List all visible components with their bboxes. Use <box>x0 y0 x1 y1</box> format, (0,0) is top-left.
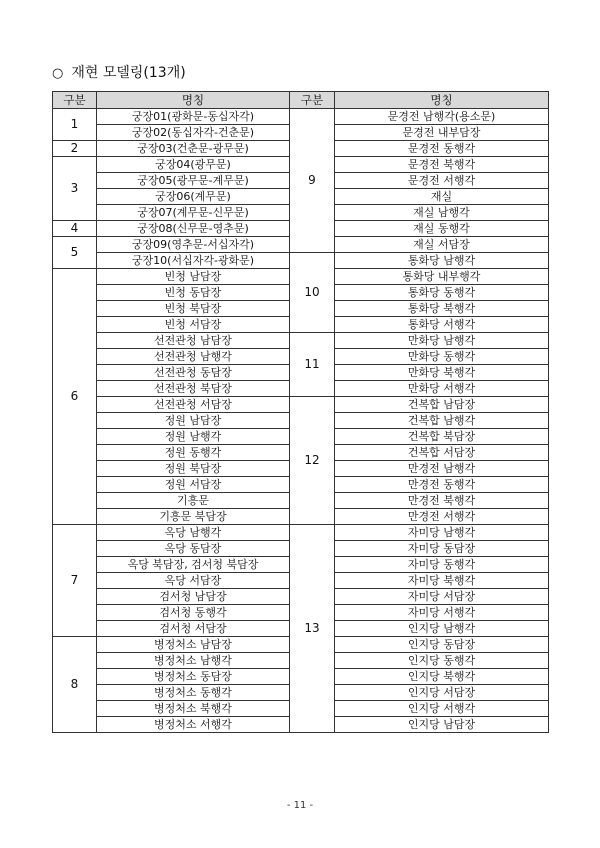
left-item-name: 검서청 남담장 <box>97 589 290 605</box>
left-item-name: 병정처소 북행각 <box>97 701 290 717</box>
left-group-label: 1 <box>53 109 97 141</box>
left-item-name: 검서청 서담장 <box>97 621 290 637</box>
right-item-name: 문경전 동행각 <box>335 141 549 157</box>
left-item-name: 병정처소 동행각 <box>97 685 290 701</box>
right-item-name: 인지당 북행각 <box>335 669 549 685</box>
left-item-name: 궁장08(신무문-영추문) <box>97 221 290 237</box>
right-item-name: 인지당 서담장 <box>335 685 549 701</box>
page-number: - 11 - <box>286 800 314 811</box>
right-item-name: 통화당 동행각 <box>335 285 549 301</box>
left-group-label: 2 <box>53 141 97 157</box>
left-item-name: 병정처소 남담장 <box>97 637 290 653</box>
left-group-label: 8 <box>53 637 97 733</box>
left-item-name: 선전관청 서담장 <box>97 397 290 413</box>
right-item-name: 문경전 북행각 <box>335 157 549 173</box>
right-item-name: 인지당 동행각 <box>335 653 549 669</box>
left-group-label: 6 <box>53 269 97 525</box>
right-item-name: 재실 남행각 <box>335 205 549 221</box>
right-item-name: 만화당 동행각 <box>335 349 549 365</box>
right-item-name: 문경전 남행각(용소문) <box>335 109 549 125</box>
right-item-name: 건복합 북담장 <box>335 429 549 445</box>
left-group-label: 5 <box>53 237 97 269</box>
left-item-name: 궁장05(광무문-계무문) <box>97 173 290 189</box>
left-item-name: 병정처소 동담장 <box>97 669 290 685</box>
left-item-name: 빈청 북담장 <box>97 301 290 317</box>
left-item-name: 옥당 북담장, 검서청 북담장 <box>97 557 290 573</box>
right-item-name: 문경전 내부담장 <box>335 125 549 141</box>
left-item-name: 정원 북담장 <box>97 461 290 477</box>
bullet-circle-icon: ○ <box>52 66 64 81</box>
section-title <box>52 62 186 82</box>
left-item-name: 빈청 서담장 <box>97 317 290 333</box>
left-group-label: 4 <box>53 221 97 237</box>
right-item-name: 만경전 남행각 <box>335 461 549 477</box>
right-item-name: 통화당 남행각 <box>335 253 549 269</box>
left-item-name: 옥당 남행각 <box>97 525 290 541</box>
right-group-label: 11 <box>290 333 335 397</box>
left-group-label: 7 <box>53 525 97 637</box>
right-item-name: 인지당 서행각 <box>335 701 549 717</box>
right-item-name: 건복합 남담장 <box>335 397 549 413</box>
left-item-name: 기흥문 <box>97 493 290 509</box>
right-item-name: 만경전 서행각 <box>335 509 549 525</box>
right-item-name: 만경전 북행각 <box>335 493 549 509</box>
right-item-name: 건복합 서담장 <box>335 445 549 461</box>
left-item-name: 궁장01(광화문-동십자각) <box>97 109 290 125</box>
table-header-row <box>53 92 549 109</box>
right-item-name: 재실 동행각 <box>335 221 549 237</box>
left-item-name: 기흥문 북담장 <box>97 509 290 525</box>
right-item-name: 만경전 동행각 <box>335 477 549 493</box>
table-row <box>53 253 549 269</box>
right-item-name: 자미당 서행각 <box>335 605 549 621</box>
right-group-label: 9 <box>290 109 335 253</box>
right-group-label: 12 <box>290 397 335 525</box>
left-group-label: 3 <box>53 157 97 221</box>
left-item-name: 병정처소 남행각 <box>97 653 290 669</box>
right-item-name: 만화당 남행각 <box>335 333 549 349</box>
header-name-right: 명칭 <box>335 92 549 109</box>
left-item-name: 선전관청 남행각 <box>97 349 290 365</box>
right-item-name: 인지당 남행각 <box>335 621 549 637</box>
right-item-name: 통화당 내부행각 <box>335 269 549 285</box>
left-item-name: 궁장02(동십자각-건춘문) <box>97 125 290 141</box>
right-group-label: 10 <box>290 253 335 333</box>
left-item-name: 궁장06(계무문) <box>97 189 290 205</box>
header-name-left: 명칭 <box>97 92 290 109</box>
left-item-name: 빈청 남담장 <box>97 269 290 285</box>
left-item-name: 정원 남담장 <box>97 413 290 429</box>
left-item-name: 정원 동행각 <box>97 445 290 461</box>
right-item-name: 통화당 북행각 <box>335 301 549 317</box>
left-item-name: 궁장03(건춘문-광무문) <box>97 141 290 157</box>
right-item-name: 자미당 서담장 <box>335 589 549 605</box>
right-group-label: 13 <box>290 525 335 733</box>
left-item-name: 궁장07(계무문-신무문) <box>97 205 290 221</box>
right-item-name: 자미당 동담장 <box>335 541 549 557</box>
right-item-name: 자미당 북행각 <box>335 573 549 589</box>
header-category-right: 구분 <box>290 92 335 109</box>
right-item-name: 인지당 남담장 <box>335 717 549 733</box>
header-category-left: 구분 <box>53 92 97 109</box>
right-item-name: 자미당 남행각 <box>335 525 549 541</box>
left-item-name: 검서청 동행각 <box>97 605 290 621</box>
table-row <box>53 525 549 541</box>
table-row <box>53 397 549 413</box>
modeling-table <box>52 91 549 733</box>
left-item-name: 궁장04(광무문) <box>97 157 290 173</box>
left-item-name: 선전관청 동담장 <box>97 365 290 381</box>
left-item-name: 선전관청 북담장 <box>97 381 290 397</box>
right-item-name: 문경전 서행각 <box>335 173 549 189</box>
left-item-name: 정원 서담장 <box>97 477 290 493</box>
right-item-name: 재실 서담장 <box>335 237 549 253</box>
right-item-name: 통화당 서행각 <box>335 317 549 333</box>
left-item-name: 궁장09(영추문-서십자각) <box>97 237 290 253</box>
right-item-name: 인지당 동담장 <box>335 637 549 653</box>
right-item-name: 만화당 서행각 <box>335 381 549 397</box>
right-item-name: 건복합 남행각 <box>335 413 549 429</box>
right-item-name: 자미당 동행각 <box>335 557 549 573</box>
left-item-name: 병정처소 서행각 <box>97 717 290 733</box>
table-row <box>53 109 549 125</box>
left-item-name: 옥당 동담장 <box>97 541 290 557</box>
right-item-name: 만화당 북행각 <box>335 365 549 381</box>
right-item-name: 재실 <box>335 189 549 205</box>
left-item-name: 빈청 동담장 <box>97 285 290 301</box>
table-body <box>53 109 549 733</box>
left-item-name: 궁장10(서십자각-광화문) <box>97 253 290 269</box>
table-row <box>53 333 549 349</box>
section-title-text: 재현 모델링(13개) <box>71 65 186 81</box>
left-item-name: 정원 남행각 <box>97 429 290 445</box>
left-item-name: 선전관청 남담장 <box>97 333 290 349</box>
left-item-name: 옥당 서담장 <box>97 573 290 589</box>
